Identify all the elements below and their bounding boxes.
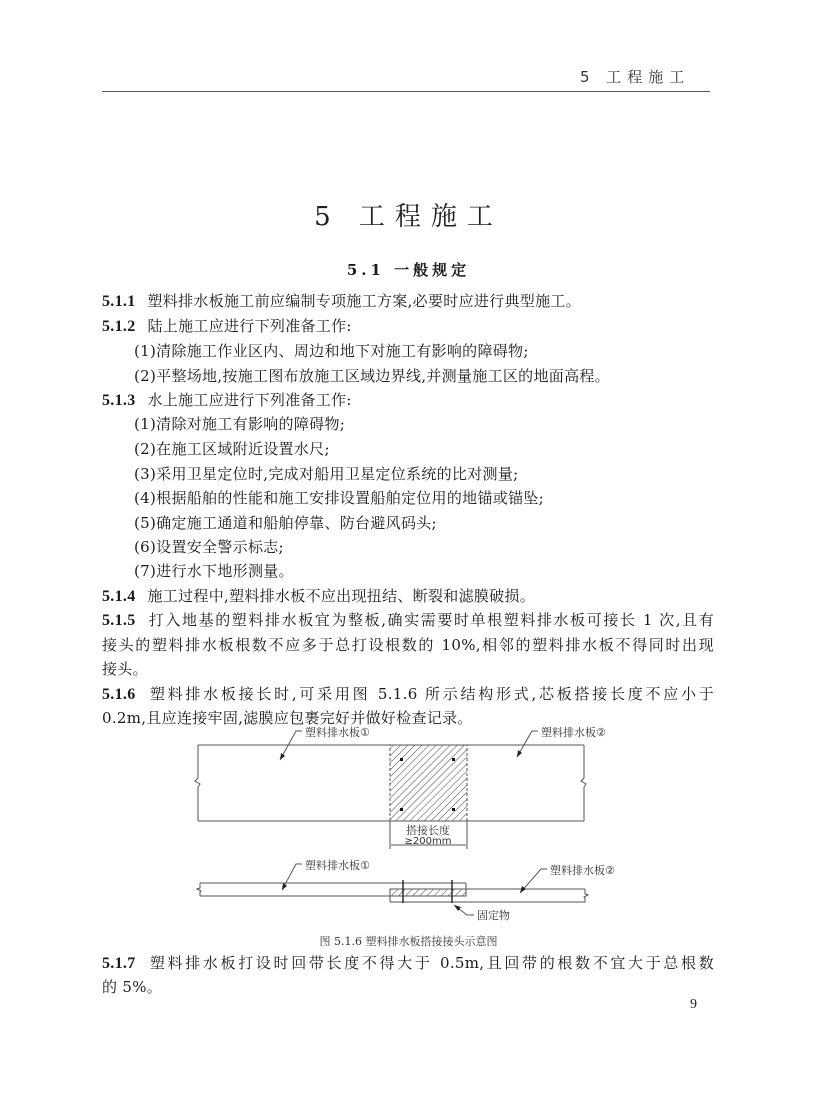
clause-number: 5.1.5 [102, 612, 136, 629]
list-item: (4)根据船舶的性能和施工安排设置船舶定位用的地锚或锚坠; [134, 489, 545, 507]
overlap-zone-side [390, 889, 466, 896]
fixing-point [400, 758, 403, 761]
overlap-label: 搭接长度 [406, 824, 450, 837]
fixing-point [400, 808, 403, 811]
overlap-value: ≥200mm [404, 836, 452, 847]
label-board-2: 塑料排水板② [541, 726, 606, 739]
clause-number: 5.1.6 [102, 686, 136, 703]
list-item: (6)设置安全警示标志; [134, 538, 284, 556]
list-item: (3)采用卫星定位时,完成对船用卫星定位系统的比对测量; [134, 465, 519, 483]
clause-number: 5.1.3 [102, 392, 136, 409]
clause-text: 陆上施工应进行下列准备工作: [147, 317, 352, 335]
label-board-1-side: 塑料排水板① [305, 859, 370, 872]
clause-5-1-7 [102, 951, 714, 976]
section-title: 5.1 一般规定 [346, 261, 471, 279]
clause-number: 5.1.4 [102, 588, 136, 605]
chapter-title: 5 工程施工 [314, 202, 503, 232]
clause-number: 5.1.2 [102, 318, 136, 335]
clause-number: 5.1.7 [102, 955, 136, 972]
clause-number: 5.1.1 [102, 293, 136, 310]
arrow-icon [282, 883, 287, 890]
top-view [195, 725, 606, 849]
clause-text: 施工过程中,塑料排水板不应出现扭结、断裂和滤膜破损。 [147, 587, 536, 605]
page-number: 9 [690, 997, 697, 1012]
break-mark-icon [584, 889, 588, 902]
break-mark-icon [197, 883, 201, 896]
side-view [197, 858, 615, 922]
list-item: (7)进行水下地形测量。 [134, 562, 294, 580]
list-item: (2)在施工区域附近设置水尺; [134, 440, 330, 458]
figure-caption: 图 5.1.6 塑料排水板搭接接头示意图 [319, 935, 498, 948]
running-head: 5 工程施工 [580, 68, 691, 86]
clause-text-line: 0.2m,且应连接牢固,滤膜应包裹完好并做好检查记录。 [102, 709, 473, 727]
list-item: (5)确定施工通道和船舶停靠、防台避风码头; [134, 514, 437, 532]
fixing-point [452, 758, 455, 761]
list-item: (1)清除对施工有影响的障碍物; [134, 415, 346, 433]
list-item: (1)清除施工作业区内、周边和地下对施工有影响的障碍物; [134, 342, 529, 360]
break-mark-icon [581, 745, 586, 821]
label-board-2-side: 塑料排水板② [550, 864, 615, 877]
clause-text: 塑料排水板施工前应编制专项施工方案,必要时应进行典型施工。 [147, 292, 581, 310]
list-item: (2)平整场地,按施工图布放施工区域边界线,并测量施工区的地面高程。 [134, 367, 610, 385]
clause-text: 水上施工应进行下列准备工作: [147, 391, 352, 409]
break-mark-icon [195, 745, 200, 821]
clause-text-line: 接头。 [102, 660, 148, 678]
clause-text: 打入地基的塑料排水板宜为整板,确实需要时单根塑料排水板可接长 1 次,且有 [147, 611, 714, 629]
label-board-1: 塑料排水板① [305, 726, 370, 739]
fixture-label: 固定物 [477, 909, 510, 922]
clause-text: 塑料排水板接长时,可采用图 5.1.6 所示结构形式,芯板搭接长度不应小于 [147, 685, 714, 703]
clause-text-line: 接头的塑料排水板根数不应多于总打设根数的 10%,相邻的塑料排水板不得同时出现 [102, 636, 714, 654]
arrow-icon [280, 753, 285, 760]
fixing-point [452, 808, 455, 811]
arrow-icon [517, 750, 522, 757]
clause-text-line: 的 5%。 [102, 978, 163, 996]
clause-text: 塑料排水板打设时回带长度不得大于 0.5m,且回带的根数不宜大于总根数 [147, 954, 714, 972]
